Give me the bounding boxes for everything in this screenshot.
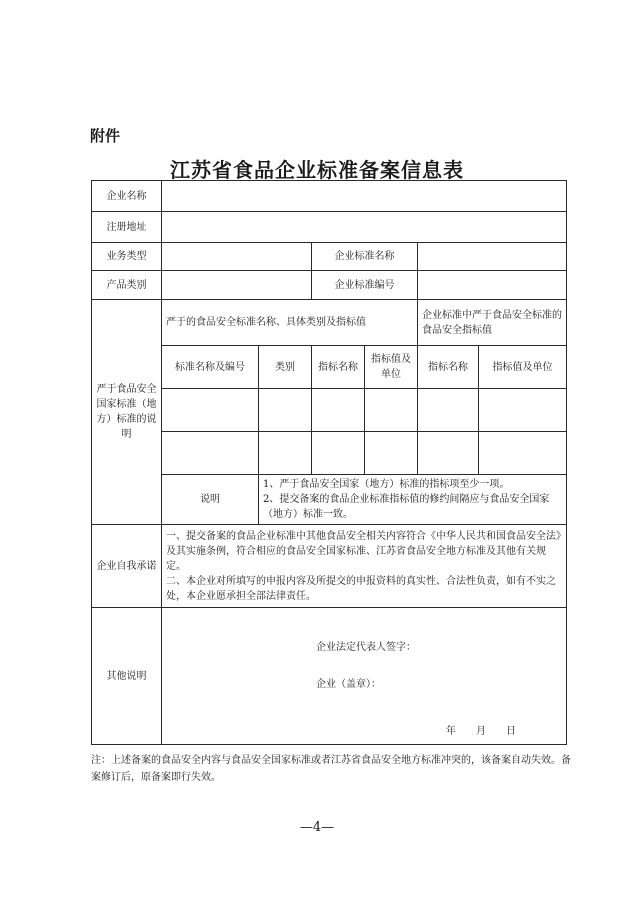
cell-input[interactable] [418, 432, 479, 475]
label-commitment: 企业自我承诺 [92, 525, 162, 608]
field-company-name[interactable] [162, 181, 567, 212]
footer-note: 注：上述备案的食品安全内容与食品安全国家标准或者江苏省食品安全地方标准冲突的，该备案自动失效。备案修订后，原备案即行失效。 [91, 755, 571, 783]
cell-input[interactable] [312, 432, 365, 475]
cell-input[interactable] [312, 389, 365, 432]
cell-input[interactable] [479, 432, 567, 475]
col-standard-name-no: 标准名称及编号 [162, 346, 259, 389]
label-note: 说明 [162, 475, 259, 525]
legal-rep-signature[interactable]: 企业法定代表人签字： [316, 642, 416, 653]
cell-input[interactable] [479, 389, 567, 432]
company-seal[interactable]: 企业（盖章）： [316, 679, 381, 690]
label-enterprise-standard-no: 企业标准编号 [312, 271, 418, 300]
label-enterprise-standard-name: 企业标准名称 [312, 243, 418, 271]
attachment-label: 附件 [90, 127, 121, 145]
other-signature-area [162, 608, 567, 745]
cell-input[interactable] [162, 432, 259, 475]
label-registered-address: 注册地址 [92, 212, 162, 243]
header-enterprise-values: 企业标准中严于食品安全标准的食品安全指标值 [418, 300, 567, 346]
field-business-type[interactable] [162, 243, 312, 271]
field-product-category[interactable] [162, 271, 312, 300]
cell-input[interactable] [162, 389, 259, 432]
col-indicator-value-unit: 指标值及单位 [365, 346, 418, 389]
commitment-text [162, 525, 567, 608]
page-number: —4— [299, 820, 335, 835]
label-stricter-standard: 严于食品安全国家标准（地方）标准的说明 [92, 300, 162, 525]
note-item-1: 1、严于食品安全国家（地方）标准的指标项至少一项。 [263, 479, 510, 490]
field-registered-address[interactable] [162, 212, 567, 243]
col-category: 类别 [259, 346, 312, 389]
col-enterprise-indicator-value-unit: 指标值及单位 [479, 346, 567, 389]
commitment-item-1: 一、提交备案的食品企业标准中其他食品安全相关内容符合《中华人民共和国食品安全法》及其实施条例，符合相应的食品安全国家标准、江苏省食品安全地方标准及其他有关规定。 [166, 530, 561, 572]
note-text [259, 475, 567, 525]
table-row [92, 389, 567, 432]
label-company-name: 企业名称 [92, 181, 162, 212]
page-title: 江苏省食品企业标准备案信息表 [170, 158, 464, 182]
date-field[interactable]: 年 月 日 [446, 726, 516, 737]
label-other: 其他说明 [92, 608, 162, 745]
label-business-type: 业务类型 [92, 243, 162, 271]
col-indicator-name: 指标名称 [312, 346, 365, 389]
commitment-item-2: 二、本企业对所填写的申报内容及所提交的申报资料的真实性、合法性负责，如有不实之处，本企业愿承担全部法律责任。 [166, 575, 556, 602]
record-form-table [91, 180, 567, 745]
cell-input[interactable] [259, 389, 312, 432]
table-row [92, 432, 567, 475]
cell-input[interactable] [259, 432, 312, 475]
note-item-2: 2、提交备案的食品企业标准指标值的修约间隔应与食品安全国家（地方）标准一致。 [263, 494, 550, 520]
cell-input[interactable] [418, 389, 479, 432]
label-product-category: 产品类别 [92, 271, 162, 300]
cell-input[interactable] [365, 432, 418, 475]
col-enterprise-indicator-name: 指标名称 [418, 346, 479, 389]
field-enterprise-standard-name[interactable] [418, 243, 567, 271]
field-enterprise-standard-no[interactable] [418, 271, 567, 300]
cell-input[interactable] [365, 389, 418, 432]
header-stricter-standard: 严于的食品安全标准名称、具体类别及指标值 [162, 300, 418, 346]
